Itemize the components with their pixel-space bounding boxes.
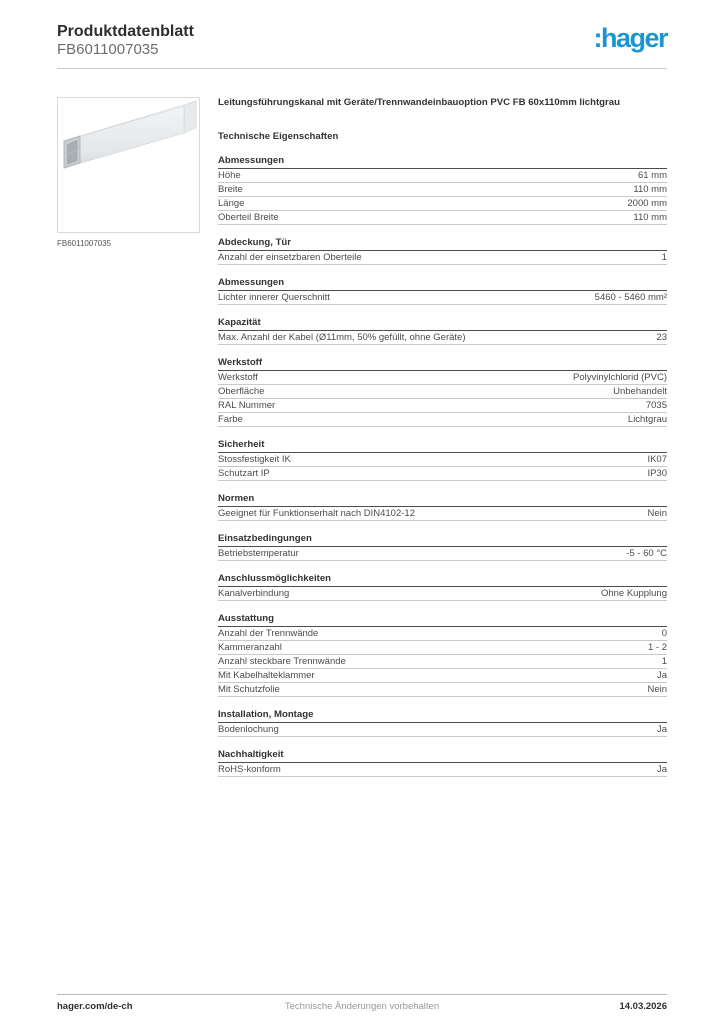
spec-label: Stossfestigkeit IK [218, 453, 291, 465]
spec-value: 1 [661, 655, 667, 667]
spec-section [218, 439, 667, 481]
spec-value: IK07 [647, 453, 667, 465]
section-title: Nachhaltigkeit [218, 749, 667, 763]
spec-value: Ja [656, 763, 667, 775]
section-rows [218, 331, 667, 345]
spec-value: Unbehandelt [613, 385, 667, 397]
spec-value: Nein [647, 507, 667, 519]
spec-section [218, 357, 667, 427]
spec-value: 61 mm [637, 169, 667, 181]
spec-label: Max. Anzahl der Kabel (Ø11mm, 50% gefüllt, ohne Geräte) [218, 331, 466, 343]
spec-row [218, 467, 667, 481]
section-title: Abmessungen [218, 277, 667, 291]
spec-value: 23 [656, 331, 667, 343]
spec-row [218, 251, 667, 265]
spec-row [218, 331, 667, 345]
spec-value: 1 [661, 251, 667, 263]
section-title: Einsatzbedingungen [218, 533, 667, 547]
section-title: Abdeckung, Tür [218, 237, 667, 251]
product-name: Leitungsführungskanal mit Geräte/Trennwandeinbauoption PVC FB 60x110mm lichtgrau [218, 97, 620, 108]
section-title: Ausstattung [218, 613, 667, 627]
spec-row [218, 641, 667, 655]
spec-row [218, 587, 667, 601]
spec-row [218, 763, 667, 777]
spec-value: 110 mm [633, 183, 667, 195]
spec-label: Geeignet für Funktionserhalt nach DIN4102-12 [218, 507, 415, 519]
spec-label: Farbe [218, 413, 243, 425]
section-rows [218, 547, 667, 561]
section-rows [218, 291, 667, 305]
header-divider [57, 68, 667, 69]
spec-section [218, 749, 667, 777]
page-header [57, 22, 667, 59]
spec-label: Oberteil Breite [218, 211, 279, 223]
spec-row [218, 169, 667, 183]
spec-label: Mit Schutzfolie [218, 683, 280, 695]
spec-label: Betriebstemperatur [218, 547, 299, 559]
spec-value: Nein [647, 683, 667, 695]
spec-value: Lichtgrau [627, 413, 667, 425]
spec-section [218, 155, 667, 225]
header-title-block [57, 22, 194, 59]
footer-url: hager.com/de-ch [57, 1001, 133, 1012]
spec-row [218, 723, 667, 737]
spec-label: Anzahl der einsetzbaren Oberteile [218, 251, 362, 263]
section-title: Abmessungen [218, 155, 667, 169]
spec-row [218, 197, 667, 211]
section-title: Werkstoff [218, 357, 667, 371]
spec-label: Schutzart IP [218, 467, 270, 479]
section-rows [218, 371, 667, 427]
main-content [57, 97, 667, 777]
section-title: Installation, Montage [218, 709, 667, 723]
spec-section [218, 613, 667, 697]
spec-label: Anzahl steckbare Trennwände [218, 655, 346, 667]
product-image-column [57, 97, 200, 777]
spec-value: 7035 [645, 399, 667, 411]
tech-properties-heading: Technische Eigenschaften [218, 131, 339, 142]
spec-value: -5 - 60 °C [626, 547, 667, 559]
spec-label: RoHS-konform [218, 763, 281, 775]
spec-section [218, 277, 667, 305]
section-rows [218, 169, 667, 225]
section-title: Anschlussmöglichkeiten [218, 573, 667, 587]
spec-label: Oberfläche [218, 385, 265, 397]
spec-label: Länge [218, 197, 245, 209]
spec-section [218, 317, 667, 345]
spec-row [218, 385, 667, 399]
spec-value: Ja [656, 723, 667, 735]
spec-value: 2000 mm [627, 197, 667, 209]
spec-section [218, 533, 667, 561]
section-rows [218, 587, 667, 601]
section-rows [218, 507, 667, 521]
spec-row [218, 453, 667, 467]
product-image [57, 97, 200, 233]
spec-value: Polyvinylchlorid (PVC) [573, 371, 667, 383]
page-title: Produktdatenblatt [57, 23, 194, 40]
spec-section [218, 237, 667, 265]
spec-label: Kanalverbindung [218, 587, 290, 599]
spec-label: Lichter innerer Querschnitt [218, 291, 330, 303]
spec-label: Werkstoff [218, 371, 258, 383]
spec-row [218, 211, 667, 225]
spec-label: Breite [218, 183, 243, 195]
spec-section [218, 573, 667, 601]
section-rows [218, 251, 667, 265]
page-footer [57, 994, 667, 1012]
spec-row [218, 547, 667, 561]
spec-value: IP30 [647, 467, 667, 479]
spec-row [218, 183, 667, 197]
product-image-caption: FB6011007035 [57, 239, 112, 248]
hager-logo: :hager [593, 23, 667, 53]
spec-row [218, 413, 667, 427]
footer-date: 14.03.2026 [619, 1001, 667, 1012]
spec-row [218, 627, 667, 641]
spec-label: Mit Kabelhalteklammer [218, 669, 315, 681]
spec-label: Bodenlochung [218, 723, 279, 735]
spec-row [218, 291, 667, 305]
spec-value: Ohne Kupplung [600, 587, 667, 599]
section-rows [218, 453, 667, 481]
section-title: Normen [218, 493, 667, 507]
spec-value: Ja [656, 669, 667, 681]
section-title: Sicherheit [218, 439, 667, 453]
spec-value: 1 - 2 [647, 641, 667, 653]
spec-row [218, 683, 667, 697]
spec-row [218, 399, 667, 413]
section-rows [218, 627, 667, 697]
spec-value: 110 mm [633, 211, 667, 223]
cable-duct-illustration [58, 98, 199, 232]
spec-row [218, 371, 667, 385]
product-reference: FB6011007035 [57, 41, 159, 58]
spec-label: Anzahl der Trennwände [218, 627, 319, 639]
spec-label: RAL Nummer [218, 399, 276, 411]
spec-section [218, 709, 667, 737]
section-rows [218, 723, 667, 737]
section-title: Kapazität [218, 317, 667, 331]
spec-label: Kammeranzahl [218, 641, 282, 653]
spec-section [218, 493, 667, 521]
spec-row [218, 655, 667, 669]
spec-row [218, 507, 667, 521]
spec-value: 0 [661, 627, 667, 639]
section-rows [218, 763, 667, 777]
footer-notice: Technische Änderungen vorbehalten [284, 1001, 440, 1012]
spec-sections [218, 155, 667, 777]
specs-column [218, 97, 667, 777]
spec-label: Höhe [218, 169, 241, 181]
spec-value: 5460 - 5460 mm² [594, 291, 667, 303]
spec-row [218, 669, 667, 683]
